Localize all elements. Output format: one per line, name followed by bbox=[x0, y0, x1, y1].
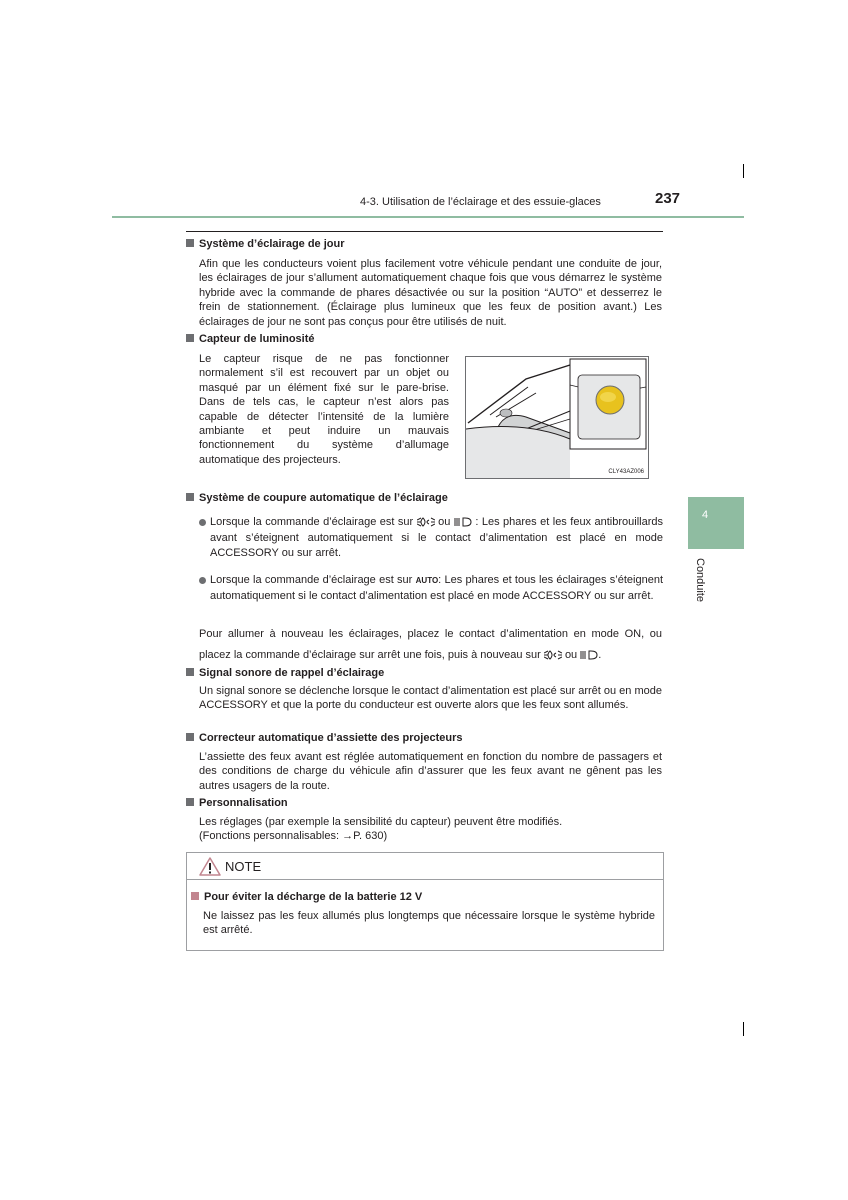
warning-triangle-icon bbox=[199, 857, 221, 876]
heading-reminder: Signal sonore de rappel d’éclairage bbox=[186, 667, 384, 679]
page-number: 237 bbox=[655, 190, 681, 207]
chapter-label: Conduite bbox=[694, 558, 706, 603]
paragraph-leveling: L’assiette des feux avant est réglée automatiquement en fonction du nombre de passagers et des conditions de charge du véhicule afin d’assurer que les feux avant ne gênent pas les autres usagers de la route. bbox=[199, 751, 662, 792]
square-bullet-icon bbox=[186, 493, 194, 501]
note-body: Ne laissez pas les feux allumés plus longtemps que nécessaire lorsque le système hybride est arrêté. bbox=[203, 910, 655, 937]
heading-sensor: Capteur de luminosité bbox=[186, 333, 315, 345]
paragraph-reactivate: Pour allumer à nouveau les éclairages, placez le contact d’alimentation en mode ON, ou placez la commande d’éclairage sur arrêt une fois, puis à nouveau sur ou . bbox=[199, 628, 662, 661]
bullet-item-auto: Lorsque la commande d’éclairage est sur AUTO: Les phares et tous les éclairages s’éteignent automatiquement si le contact d’alimentation est placé en mode ACCESSORY ou sur arrêt. bbox=[199, 573, 663, 604]
square-bullet-icon bbox=[191, 892, 199, 900]
figure-code: CLY43AZ006 bbox=[608, 469, 644, 475]
parking-light-icon bbox=[544, 650, 562, 660]
paragraph-sensor: Le capteur risque de ne pas fonctionner normalement s’il est recouvert par un objet ou masqué par un élément fixé sur le pare-brise. Dans de tels cas, le capteur n’est alors pas capable de détecter l’intensité de la lumière ambiante et peut induire un mauvais fonctionnement du système d’allumage automatique des projecteurs. bbox=[199, 353, 449, 466]
chapter-number: 4 bbox=[702, 509, 709, 521]
content-rule bbox=[186, 231, 663, 232]
header-rule bbox=[112, 216, 744, 218]
note-title: NOTE bbox=[225, 859, 262, 874]
paragraph-reminder: Un signal sonore se déclenche lorsque le contact d’alimentation est placé sur arrêt ou en mode ACCESSORY et que la porte du conducteur est ouverte alors que les feux sont allumés. bbox=[199, 685, 662, 712]
paragraph-daytime: Afin que les conducteurs voient plus facilement votre véhicule pendant une conduite de jour, les éclairages de jour s’allument automatiquement chaque fois que vous démarrez le système hybride avec la commande de phares désactivée ou sur la position “AUTO” et desserrez le frein de stationnement. (Éclairage plus lumineux que les feux de position avant.) Les éclairages de jour ne sont pas conçus pour être utilisés de nuit. bbox=[199, 258, 662, 328]
square-bullet-icon bbox=[186, 798, 194, 806]
square-bullet-icon bbox=[186, 733, 194, 741]
parking-light-icon bbox=[417, 517, 435, 527]
bullet-item-headlights: Lorsque la commande d’éclairage est sur ou : Les phares et les feux antibrouillards avant s’éteignent automatiquement si le contact d’alimentation est placé en mode ACCESSORY ou sur arrêt. bbox=[199, 515, 663, 562]
section-title: 4-3. Utilisation de l’éclairage et des essuie-glaces bbox=[360, 196, 601, 208]
paragraph-custom: Les réglages (par exemple la sensibilité du capteur) peuvent être modifiés. (Fonctions personnalisables: →P. 630) bbox=[199, 815, 662, 844]
square-bullet-icon bbox=[186, 334, 194, 342]
round-bullet-icon bbox=[199, 519, 206, 526]
note-subheading: Pour éviter la décharge de la batterie 12 V bbox=[191, 891, 422, 903]
round-bullet-icon bbox=[199, 577, 206, 584]
heading-auto-off: Système de coupure automatique de l’éclairage bbox=[186, 492, 448, 504]
sensor-figure bbox=[465, 356, 649, 479]
page-reference-link[interactable]: (Fonctions personnalisables: →P. 630) bbox=[199, 830, 388, 843]
auto-switch-icon: AUTO bbox=[415, 576, 439, 585]
square-bullet-icon bbox=[186, 239, 194, 247]
square-bullet-icon bbox=[186, 668, 194, 676]
chapter-tab bbox=[688, 497, 744, 549]
headlight-icon bbox=[580, 650, 598, 660]
crop-mark-top bbox=[743, 164, 744, 178]
note-header bbox=[187, 853, 663, 880]
windshield-sensor-illustration bbox=[466, 357, 648, 478]
heading-leveling: Correcteur automatique d’assiette des projecteurs bbox=[186, 732, 462, 744]
crop-mark-bottom bbox=[743, 1022, 744, 1036]
headlight-icon bbox=[454, 517, 472, 527]
heading-daytime: Système d’éclairage de jour bbox=[186, 238, 345, 250]
heading-custom: Personnalisation bbox=[186, 797, 288, 809]
note-box bbox=[186, 852, 664, 951]
